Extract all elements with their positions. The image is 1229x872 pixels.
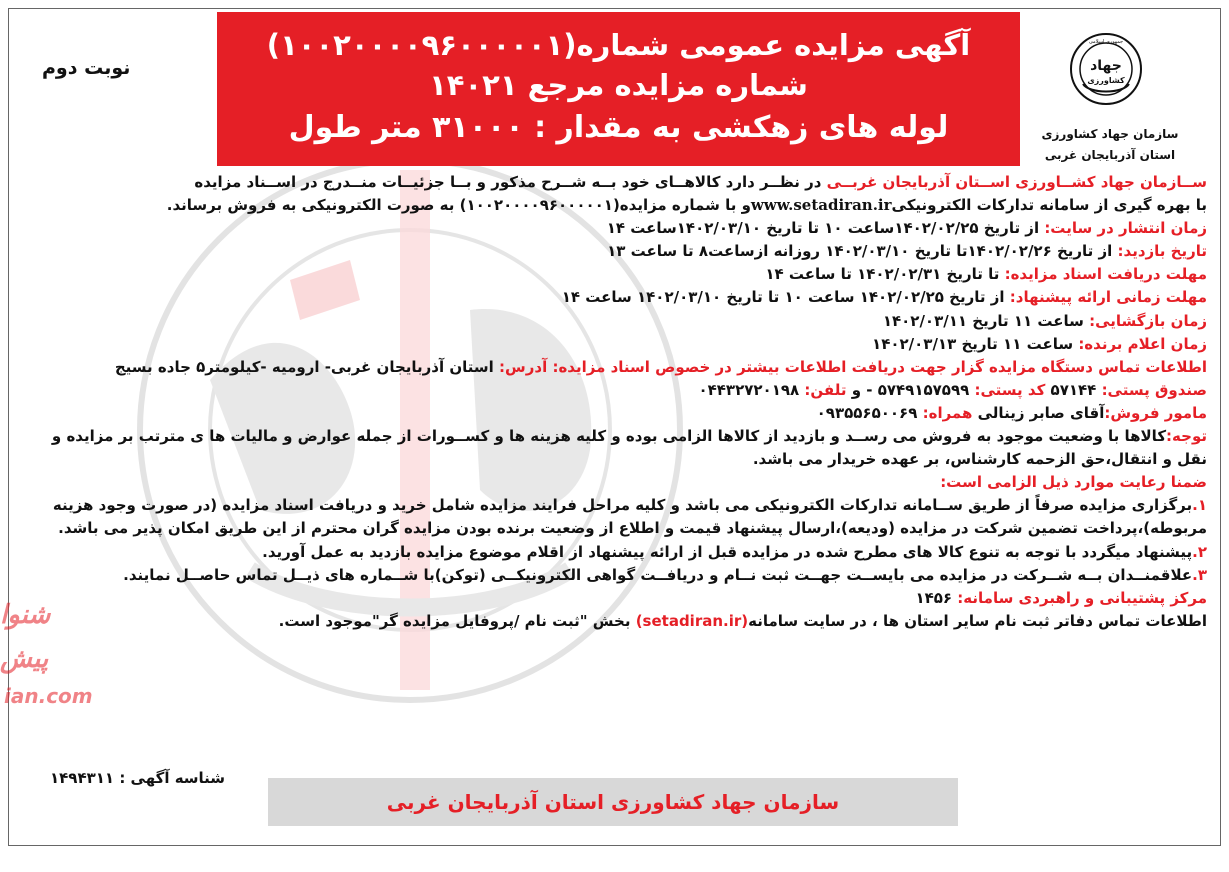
opening-label: زمان بازگشایی: (1089, 311, 1207, 330)
offices-site-link[interactable]: (setadiran.ir) (635, 611, 749, 630)
publish-label: زمان انتشار در سایت: (1044, 219, 1207, 238)
pobox-value: ۵۷۱۴۴ (1045, 380, 1102, 399)
note-line-2: نقل و انتقال،حق الزحمه کارشناس، بر عهده خریدار می باشد. (752, 450, 1207, 469)
required-title: ضمنا رعایت موارد ذیل الزامی است: (940, 473, 1207, 492)
sales-value: آقای صابر زینالی (972, 403, 1105, 422)
docs-value: تا تاریخ ۱۴۰۲/۰۲/۳۱ تا ساعت ۱۴ (765, 265, 1005, 284)
winner-label: زمان اعلام برنده: (1078, 334, 1207, 353)
offer-line (20, 286, 1207, 309)
side-watermark-text-1: شنوا (0, 600, 51, 630)
side-watermark-text-3: ian.com (4, 684, 93, 708)
item3-text: علاقمنــدان بــه شــرکت در مزایده می بایســت جهــت ثبت نــام و دریافــت گواهی الکترونیکــی (توکن)با شــماره های ذیــل تماس حاصــل نمایند. (123, 565, 1193, 584)
visit-label: تاریخ بازدید: (1117, 242, 1207, 261)
org-name: سازمان جهاد کشاورزی (1041, 127, 1179, 141)
visit-value: از تاریخ ۱۴۰۲/۰۲/۲۶تا تاریخ ۱۴۰۲/۰۳/۱۰ روزانه ازساعت۸ تا ساعت ۱۳ (607, 242, 1118, 261)
side-watermark-text-2: پیش (0, 644, 49, 674)
offices-line (20, 610, 1207, 633)
item2-line (20, 541, 1207, 564)
note-line (20, 425, 1207, 448)
offices-a: اطلاعات تماس دفاتر ثبت نام سایر استان ها ، در سایت سامانه (748, 611, 1207, 630)
notice-body (20, 171, 1207, 633)
mobile-label: همراه: (922, 403, 973, 422)
logo-text: جهاد (1090, 58, 1122, 74)
opening-line (20, 310, 1207, 333)
note-value: کالاها با وضعیت موجود به فروش می رســد و بازدید از کالاها الزامی بوده و کلیه هزینه ها و کســورات از جمله عوارض و مالیات ها ی مترتب بر مزایده و (51, 427, 1167, 446)
header-title-line3: لوله های زهکشی به مقدار : ۳۱۰۰۰ متر طول (288, 110, 949, 145)
offer-label: مهلت زمانی ارائه پیشنهاد: (1009, 288, 1207, 307)
header-title-line1: آگهی مزایده عمومی شماره(۱۰۰۲۰۰۰۰۹۶۰۰۰۰۰۱) (266, 28, 971, 62)
footer-org-banner: سازمان جهاد کشاورزی استان آذربایجان غربی (268, 778, 958, 826)
item1-text: برگزاری مزایده صرفاً از طریق ســامانه تدارکات الکترونیکی می باشد و کلیه مراحل فرایند مزایده شامل خرید و دریافت اسناد مزایده (در صورت وجود هزینه (52, 496, 1193, 515)
phone-label: تلفن: (804, 380, 847, 399)
publish-value: از تاریخ ۱۴۰۲/۰۲/۲۵ساعت ۱۰ تا تاریخ ۱۴۰۲/۰۳/۱۰ساعت ۱۴ (606, 219, 1045, 238)
sales-line (20, 402, 1207, 425)
opening-value: ساعت ۱۱ تاریخ ۱۴۰۲/۰۳/۱۱ (882, 311, 1090, 330)
jahad-logo-icon (1069, 32, 1143, 106)
support-line (20, 587, 1207, 610)
item1-line-2: مربوطه)،پرداخت تضمین شرکت در مزایده (ودیعه)،ارسال پیشنهاد قیمت و اطلاع از وضعیت برنده بودن مزایده گران محترم از این طریق امکان پذیر می باشد. (58, 519, 1207, 538)
header-banner (217, 12, 1020, 166)
pobox-label: صندوق پستی: (1101, 380, 1207, 399)
offer-value: از تاریخ ۱۴۰۲/۰۲/۲۵ ساعت ۱۰ تا تاریخ ۱۴۰۲/۰۳/۱۰ ساعت ۱۴ (561, 288, 1010, 307)
item2-text: پیشنهاد میگردد با توجه به تنوع کالا های مطرح شده در مزایده قبل از ارائه پیشنهاد از اقلام موضوع مزایده بازدید به عمل آورید. (262, 542, 1193, 561)
offices-b: بخش "ثبت نام /پروفایل مزایده گر"موجود است. (278, 611, 636, 630)
item1-line (20, 494, 1207, 517)
docs-label: مهلت دریافت اسناد مزایده: (1004, 265, 1207, 284)
contact-value: استان آذربایجان غربی- ارومیه -کیلومتر۵ جاده بسیج (114, 357, 500, 376)
postal-line (20, 379, 1207, 402)
intro2-b: و با شماره مزایده(۱۰۰۲۰۰۰۰۹۶۰۰۰۰۰۱) به صورت الکترونیکی به فروش برساند. (166, 196, 751, 215)
postal-label: کد پستی: (974, 380, 1046, 399)
contact-line (20, 356, 1207, 379)
docs-line (20, 263, 1207, 286)
intro-line-2 (20, 194, 1207, 217)
publish-line (20, 217, 1207, 240)
visit-line (20, 240, 1207, 263)
intro-line-1 (20, 171, 1207, 194)
postal-value: ۵۷۴۹۱۵۷۵۹۹ - و (846, 380, 975, 399)
item3-line (20, 564, 1207, 587)
header-title-line2: شماره مزایده مرجع ۱۴۰۲۱ (429, 68, 808, 102)
item1-number: ۱. (1192, 496, 1207, 515)
support-label: مرکز پشتیبانی و راهبردی سامانه: (957, 588, 1207, 607)
sales-label: مامور فروش: (1104, 403, 1207, 422)
ad-id: شناسه آگهی : ۱۴۹۴۳۱۱ (50, 769, 226, 787)
intro-org: ســازمان جهاد کشــاورزی اســتان آذربایجان غربــی (826, 173, 1207, 191)
contact-label: اطلاعات تماس دستگاه مزایده گزار جهت دریافت اطلاعات بیشتر در خصوص اسناد مزایده: آدرس: (499, 357, 1207, 376)
phone-value: ۰۴۴۳۲۷۲۰۱۹۸ (698, 380, 805, 399)
winner-line (20, 333, 1207, 356)
setadiran-link[interactable]: www.setadiran.ir (750, 196, 892, 215)
intro2-a: با بهره گیری از سامانه تدارکات الکترونیکی (891, 196, 1207, 215)
note-label: توجه: (1166, 427, 1207, 446)
intro-rest: در نظــر دارد کالاهــای خود بــه شــرح مذکور و بــا جزئیــات منــدرج در اســناد مزایده (194, 173, 827, 191)
mobile-value: ۰۹۳۵۵۶۵۰۰۶۹ (816, 403, 923, 422)
item2-number: ۲. (1192, 542, 1207, 561)
logo-subtext: کشاورزی (1087, 76, 1125, 85)
round-label: نوبت دوم (42, 57, 131, 79)
item3-number: ۳. (1192, 565, 1207, 584)
logo-top-text: جمهوری اسلامی (1088, 39, 1124, 45)
winner-value: ساعت ۱۱ تاریخ ۱۴۰۲/۰۳/۱۳ (872, 334, 1079, 353)
org-province: استان آذربایجان غربی (1044, 148, 1176, 162)
support-value: ۱۴۵۶ (915, 588, 958, 607)
